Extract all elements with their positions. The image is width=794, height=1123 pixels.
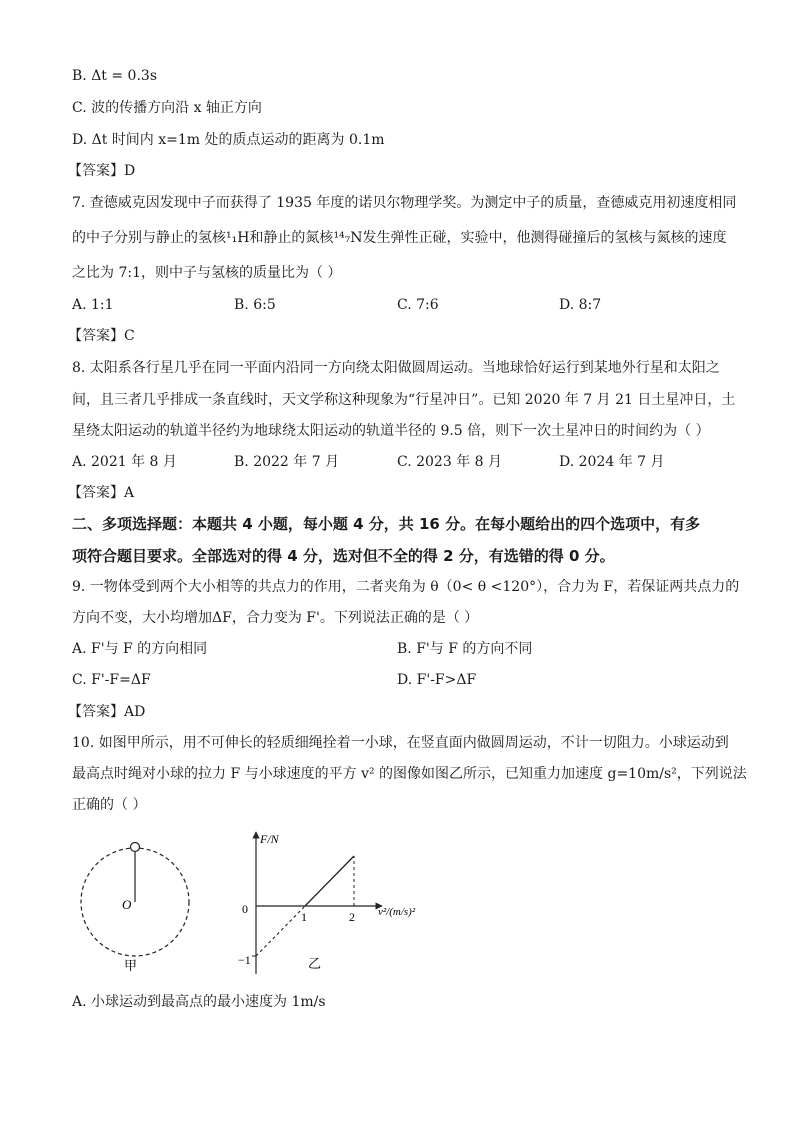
- q7-line-2: [72, 229, 727, 247]
- q7-option-b: B. 6:5: [234, 297, 276, 313]
- q8-option-b: B. 2022 年 7 月: [234, 454, 340, 470]
- q6-option-d: D. Δt 时间内 x=1m 处的质点运动的距离为 0.1m: [72, 132, 385, 148]
- q6-option-b: B. Δt = 0.3s: [72, 68, 158, 84]
- q10-line-1: 10. 如图甲所示，用不可伸长的轻质细绳拴着一小球，在竖直面内做圆周运动，不计一切阻力。小球运动到: [72, 735, 729, 751]
- q8-answer: 【答案】A: [68, 485, 135, 501]
- y-axis-label: F/N: [260, 832, 279, 846]
- q10-line-2: 最高点时绳对小球的拉力 F 与小球速度的平方 v² 的图像如图乙所示，已知重力加速度 g=10m/s²，下列说法: [72, 766, 747, 782]
- q9-option-a: A. F'与 F 的方向相同: [72, 641, 208, 657]
- ball: [131, 843, 140, 852]
- q9-option-b: B. F'与 F 的方向不同: [397, 641, 533, 657]
- q7-answer: 【答案】C: [68, 328, 135, 344]
- q6-answer: 【答案】D: [68, 163, 136, 179]
- figure-yi-caption: 乙: [308, 956, 322, 971]
- figure-jia: [74, 834, 194, 974]
- line-segment-dashed: [256, 906, 305, 956]
- q7-line-2c: 发生弹性正碰，实验中，他测得碰撞后的氢核与氮核的速度: [362, 230, 727, 246]
- q7-line-3: 之比为 7:1，则中子与氢核的质量比为（ ）: [72, 265, 342, 281]
- q8-option-a: A. 2021 年 8 月: [72, 454, 177, 470]
- q7-option-c: C. 7:6: [397, 297, 439, 313]
- q8-option-d: D. 2024 年 7 月: [559, 454, 665, 470]
- center-label: O: [122, 897, 132, 912]
- q9-option-c: C. F'-F=ΔF: [72, 672, 151, 688]
- q10-option-a: A. 小球运动到最高点的最小速度为 1m/s: [72, 994, 326, 1010]
- q7-option-d: D. 8:7: [559, 297, 602, 313]
- q10-line-3: 正确的（ ）: [72, 797, 147, 813]
- x-axis-label: v²/(m/s)²: [378, 906, 416, 918]
- q6-option-c: C. 波的传播方向沿 x 轴正方向: [72, 100, 262, 116]
- q8-line-1: 8. 太阳系各行星几乎在同一平面内沿同一方向绕太阳做圆周运动。当地球恰好运行到某地外行星和太阳之: [72, 360, 720, 376]
- q7-option-a: A. 1:1: [72, 297, 114, 313]
- q9-line-2: 方向不变，大小均增加ΔF，合力变为 F'。下列说法正确的是（ ）: [72, 610, 479, 626]
- q9-line-1: 9. 一物体受到两个大小相等的共点力的作用，二者夹角为 θ（0< θ <120°），合力为 F，若保证两共点力的: [72, 579, 740, 595]
- x-tick-label-2: 2: [349, 910, 355, 924]
- q9-answer: 【答案】AD: [68, 704, 146, 720]
- figure-yi-graph: [228, 828, 424, 980]
- section-2-heading-line-1: 二、多项选择题：本题共 4 小题，每小题 4 分，共 16 分。在每小题给出的四个选项中，有多: [72, 515, 701, 533]
- q9-option-d: D. F'-F>ΔF: [397, 672, 477, 688]
- figure-jia-caption: 甲: [124, 958, 138, 973]
- x-tick-label-1: 1: [301, 910, 307, 924]
- hydrogen-nuclide: ¹₁H: [226, 230, 250, 246]
- q7-line-2b: 和静止的氮核: [249, 230, 334, 246]
- section-2-heading-line-2: 项符合题目要求。全部选对的得 4 分，选对但不全的得 2 分，有选错的得 0 分。: [72, 547, 615, 565]
- origin-label: 0: [242, 902, 248, 916]
- q8-line-2: 间，且三者几乎排成一条直线时，天文学称这种现象为“行星冲日”。已知 2020 年 7 月 21 日土星冲日，土: [72, 392, 736, 408]
- y-tick-neg-label: −1: [238, 953, 251, 967]
- q8-option-c: C. 2023 年 8 月: [397, 454, 502, 470]
- q7-line-1: 7. 查德威克因发现中子而获得了 1935 年度的诺贝尔物理学奖。为测定中子的质量，查德威克用初速度相同: [72, 195, 737, 211]
- nitrogen-nuclide: ¹⁴₇N: [333, 230, 363, 246]
- line-segment-solid: [305, 856, 354, 906]
- q7-line-2a: 的中子分别与静止的氢核: [72, 230, 226, 246]
- q8-line-3: 星绕太阳运动的轨道半径约为地球绕太阳运动的轨道半径的 9.5 倍，则下一次土星冲日的时间约为（ ）: [72, 423, 710, 439]
